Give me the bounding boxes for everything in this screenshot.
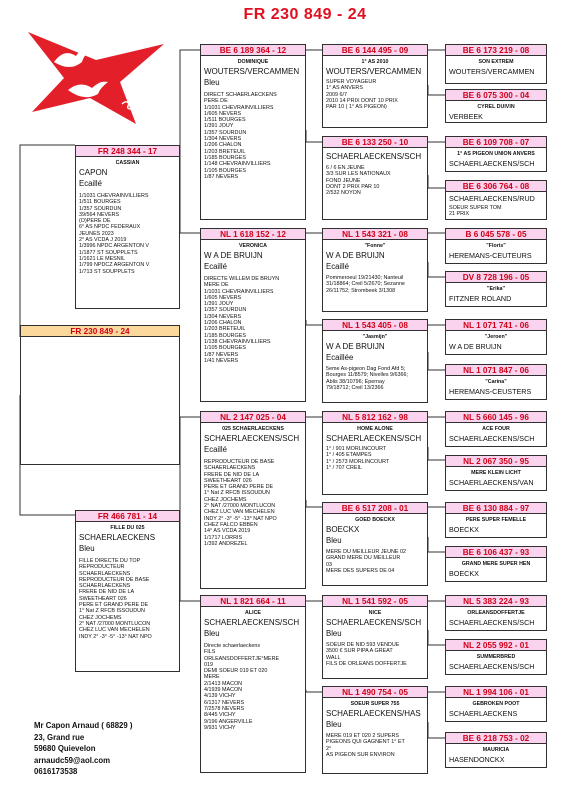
ggp-ring-number: NL 1 543 405 - 08: [323, 320, 427, 331]
ggp-ring-number: NL 5 812 162 - 98: [323, 412, 427, 423]
gg-grandparent-card: [445, 732, 547, 768]
note-line: MERE DU MEILLEUR JEUNE 02: [326, 549, 406, 555]
ggp-color: Bleu: [326, 536, 342, 545]
note-line: 1/391 JOUY: [204, 123, 234, 130]
gggp-ring-number: BE 6 218 753 - 02: [446, 733, 546, 744]
gggp-owner: SCHAERLAECKENS/VAN: [449, 478, 534, 487]
note-line: 1/105 BOURGES: [204, 345, 246, 352]
gp-ring-number: NL 2 147 025 - 04: [201, 412, 305, 423]
note-line: 14° AS VCDA 2019: [204, 528, 251, 535]
gp-bird-name: ALICE: [245, 610, 261, 616]
note-line: SCHAERLAECKENS: [204, 465, 256, 472]
note-line: REPRODUCTEUR: [79, 564, 125, 571]
sire-ring-number: FR 248 344 - 17: [76, 146, 179, 157]
gg-grandparent-card: [445, 455, 547, 491]
dam-notes: [79, 558, 177, 640]
note-line: 9/196 ANGERVILLE: [204, 718, 253, 725]
gg-grandparent-card: [445, 411, 547, 447]
dam-bird-name: FILLE DU 025: [110, 525, 145, 531]
gggp-owner: BOECKX: [449, 525, 479, 534]
note-line: DONT 2 PRIX PAR 10: [326, 183, 380, 190]
gggp-owner: SCHAERLAECKENS: [449, 709, 518, 718]
note-line: INDY 2° -3° -5° -13° NAT NPO: [79, 633, 152, 640]
note-line: 2° NAT /27000 MONTLUCON: [79, 620, 151, 627]
gg-grandparent-card: [445, 686, 547, 722]
note-line: 1/206 CHALON: [204, 142, 242, 149]
note-line: MERE DES SUPERS DE 04: [326, 567, 395, 574]
note-line: FILLE DIRECTE DU TOP: [79, 558, 141, 564]
gp-owner: W A DE BRUIJN: [204, 251, 263, 260]
gggp-owner: WOUTERS/VERCAMMEN: [449, 67, 535, 76]
ggp-notes: [326, 446, 425, 471]
note-line: MERE 019 ET 020 2 SUPERS: [326, 733, 400, 739]
ggp-ring-number: BE 6 144 495 - 09: [323, 45, 427, 56]
note-line: 1/1031 CHEVRAINVILLIERS: [204, 288, 274, 295]
ggp-bird-name: 1° AS 2010: [361, 59, 389, 65]
gggp-bird-name: ORLEANSDOFFERTJE: [467, 610, 525, 616]
note-line: FILS DE ORLEANS DOFFERTJE: [326, 660, 407, 667]
gggp-ring-number: BE 6 075 300 - 04: [446, 90, 546, 101]
note-line: FOND JEUNE: [326, 177, 361, 184]
ggp-color: Ecaillée: [326, 353, 354, 362]
ggp-color: Ecaillé: [326, 262, 349, 271]
breeder-name: Mr Capon Arnaud ( 68829 ): [34, 721, 133, 730]
note-line: 1/713 ST SOUPPLETS: [79, 268, 135, 275]
note-line: (O)PERE DE: [79, 218, 111, 225]
note-line: 6/1317 NEVERS: [204, 699, 245, 706]
note-line: 1° Nat Z RFCB ISSOUDUN: [204, 490, 270, 497]
ggp-owner: SCHAERLAECKENS/SCH: [326, 434, 422, 443]
gggp-owner: FITZNER ROLAND: [449, 294, 512, 303]
grandparent-card: [200, 228, 306, 402]
note-line: FRERE DE NID DE LA: [79, 589, 135, 596]
note-line: SWEETHEART 026: [204, 477, 252, 484]
note-line: GRAND MERE DU MEILLEUR: [326, 555, 401, 562]
note-line: 1/391 JOUY: [204, 301, 234, 308]
note-line: Directe schaerlaeckens: [204, 643, 261, 649]
gp-owner: SCHAERLAECKENS/SCH: [204, 434, 300, 443]
ggp-owner: BOECKX: [326, 525, 360, 534]
note-line: 1/357 SOURDUN: [204, 307, 247, 314]
gggp-owner: BOECKX: [449, 569, 479, 578]
note-line: 1° / 2573 MORLINCOURT: [326, 458, 390, 465]
ggp-ring-number: NL 1 541 592 - 05: [323, 596, 427, 607]
gp-notes: [204, 643, 303, 731]
gg-grandparent-card: [445, 595, 547, 631]
note-line: 1/87 NEVERS: [204, 173, 239, 180]
ggp-notes: [326, 79, 425, 110]
ggp-bird-name: "Fonne": [364, 243, 386, 249]
ggp-notes: [326, 549, 425, 574]
ggp-color: Bleu: [326, 629, 342, 638]
note-line: 1° Nat Z RFCB ISSOUDUN: [79, 608, 145, 615]
gggp-bird-name: GEBROKEN POOT: [472, 701, 520, 707]
note-line: 1/203 BRETEUIL: [204, 148, 246, 155]
ggp-owner: W A DE BRUIJN: [326, 342, 385, 351]
dam-color: Bleu: [79, 544, 95, 553]
sire-bird-name: CASSIAN: [115, 160, 140, 166]
note-line: 1/206 CHALON: [204, 320, 242, 327]
gggp-bird-name: "Erika": [487, 286, 505, 292]
gggp-owner: HEREMANS-CEUTEURS: [449, 251, 532, 260]
note-line: 1/799 NPDCZ ARGENTON V: [79, 262, 150, 269]
dam-ring-number: FR 466 781 - 14: [76, 511, 179, 522]
subject-ring-number: FR 230 849 - 24: [21, 326, 179, 337]
note-line: 1/304 NEVERS: [204, 313, 242, 320]
note-line: 1/357 SOURDUN: [79, 205, 122, 212]
note-line: 1/1031 CHEVRAINVILLIERS: [204, 104, 274, 111]
ggp-ring-number: NL 1 543 321 - 08: [323, 229, 427, 240]
ggp-bird-name: SOEUR SUPER 755: [350, 701, 400, 707]
ggp-notes: [326, 275, 425, 294]
gggp-owner: SCHAERLAECKENS/SCH: [449, 434, 535, 443]
gg-grandparent-card: [445, 502, 547, 538]
note-line: CHEZ LUC VAN MECHELEN: [204, 509, 275, 516]
note-line: 79/18712; Creil 13/2366: [326, 384, 384, 391]
page-title: FR 230 849 - 24: [243, 6, 367, 23]
note-line: MERE DE: [204, 282, 229, 289]
note-line: FRERE DE NID DE LA: [204, 471, 260, 478]
gg-grandparent-card: [445, 639, 547, 675]
gg-grandparent-card: [445, 364, 547, 400]
great-grandparent-card: [322, 44, 428, 128]
note-line: 7/2578 NEVERS: [204, 705, 245, 712]
great-grandparent-card: [322, 686, 428, 774]
note-line: SCHAERLAECKENS: [79, 570, 131, 577]
gggp-bird-name: PERE SUPER FEMELLE: [465, 517, 527, 523]
gp-owner: SCHAERLAECKENS/SCH: [204, 618, 300, 627]
gggp-ring-number: BE 6 306 764 - 08: [446, 181, 546, 192]
gp-notes: [204, 92, 303, 180]
note-line: 2/1413 MACON: [204, 680, 243, 687]
ggp-notes: [326, 366, 425, 391]
note-line: 6° AS NPDC FEDERAUX: [79, 224, 141, 231]
gggp-owner: SCHAERLAECKENS/RUD: [449, 194, 535, 203]
gp-bird-name: DOMINIQUE: [237, 59, 269, 65]
sire-owner: CAPON: [79, 168, 108, 177]
note-line: 1/1031 CHEVRAINVILLIERS: [79, 193, 149, 199]
gg-grandparent-card: [445, 44, 547, 84]
note-line: 31/18864; Creil 5/2670; Sezanne: [326, 281, 405, 288]
note-line: 1/1717 LORRIS: [204, 534, 243, 541]
breeder-city: 59680 Quievelon: [34, 744, 96, 754]
note-line: 1° / 405 ETAMPES: [326, 452, 372, 459]
gg-grandparent-card: [445, 319, 547, 355]
sire-color: Ecaillé: [79, 179, 102, 188]
note-line: 1° AS ANVERS: [326, 85, 363, 92]
note-line: PAR 10 ( 1° AS PIGEON): [326, 104, 387, 111]
gp-ring-number: BE 6 189 364 - 12: [201, 45, 305, 56]
note-line: 2° NAT /27000 MONTLUCON: [204, 503, 276, 510]
note-line: 3/3 SUR LES NATIONAUX: [326, 171, 391, 178]
gp-owner: WOUTERS/VERCAMMEN: [204, 67, 300, 76]
gg-grandparent-card: [445, 546, 547, 582]
note-line: AS PIGEON SUR ENVIRON: [326, 751, 395, 758]
note-line: 1/511 BOURGES: [79, 199, 121, 206]
gggp-bird-name: "Floris": [486, 243, 506, 249]
note-line: REPRODUCTEUR DE BASE: [79, 576, 150, 583]
ggp-owner: W A DE BRUIJN: [326, 251, 385, 260]
note-line: SOEUR SUPER TOM: [449, 205, 502, 211]
ggp-bird-name: "Jasmijn": [362, 334, 388, 340]
note-line: 39/564 NEVERS: [79, 211, 120, 218]
note-line: 26/11752; Strombeek 3/1308: [326, 287, 396, 294]
gggp-bird-name: "Carina": [485, 379, 507, 385]
gp-ring-number: NL 1 821 664 - 11: [201, 596, 305, 607]
ggp-owner: SCHAERLAECKENS/SCH: [326, 618, 422, 627]
note-line: PIGEONS QUI GAGNENT 1° ET: [326, 739, 405, 746]
note-line: 1/605 NEVERS: [204, 294, 242, 301]
grandparent-card: [200, 44, 306, 220]
note-line: Bourges 11/8579; Nivelles 9/6366;: [326, 372, 409, 379]
grandparent-card: [200, 595, 306, 773]
breeder-email: arnaudc59@aol.com: [34, 755, 111, 765]
note-line: 1/605 NEVERS: [204, 110, 242, 117]
note-line: DEMI SOEUR 019 ET 020: [204, 668, 268, 675]
gggp-owner: VERBEEK: [449, 112, 483, 121]
gggp-ring-number: BE 6 106 437 - 93: [446, 547, 546, 558]
note-line: 5eme As-pigeon Dag Fond Afd 5;: [326, 366, 406, 372]
ggp-bird-name: GOED BOECKX: [355, 517, 395, 523]
note-line: 1/87 NEVERS: [204, 351, 239, 358]
note-line: 21 PRIX: [449, 211, 470, 218]
note-line: SCHAERLAECKENS: [79, 583, 131, 590]
note-line: DIRECTE WILLEM DE BRUYN: [204, 276, 280, 282]
ggp-ring-number: BE 6 133 250 - 10: [323, 137, 427, 148]
gggp-owner: HASENDONCKX: [449, 755, 505, 764]
great-grandparent-card: [322, 595, 428, 679]
note-line: 1/1877 ST SOUPPLETS: [79, 249, 138, 256]
gg-grandparent-card: [445, 271, 547, 307]
sire-notes: [79, 193, 177, 275]
note-line: CHEZ JOCHEMS: [79, 614, 122, 621]
great-grandparent-card: [322, 411, 428, 495]
gg-grandparent-card: [445, 89, 547, 123]
gggp-owner: SCHAERLAECKENS/SCH: [449, 662, 535, 671]
gp-color: Bleu: [204, 78, 220, 87]
note-line: 4/139 VICHY: [204, 693, 236, 700]
gp-color: Ecaillé: [204, 445, 227, 454]
ggp-owner: WOUTERS/VERCAMMEN: [326, 67, 422, 76]
note-line: REPRODUCTEUR DE BASE: [204, 459, 275, 465]
gggp-ring-number: NL 1 071 741 - 06: [446, 320, 546, 331]
dam-card: [75, 510, 180, 672]
note-line: Pommeroeul 19/21430; Nanteuil: [326, 275, 404, 281]
note-line: MERE: [204, 674, 220, 681]
note-line: 1/41 NEVERS: [204, 357, 239, 364]
gggp-ring-number: NL 5 660 145 - 96: [446, 412, 546, 423]
gggp-bird-name: SUMMERBRED: [476, 654, 516, 660]
gggp-notes: [449, 205, 544, 218]
note-line: INDY 2° -3° -5° -13° NAT NPO: [204, 515, 277, 522]
sire-card: [75, 145, 180, 309]
note-line: 1/138 CHEVRAINVILLIERS: [204, 338, 271, 345]
note-line: 3500 € SUR PIPA A GREAT: [326, 648, 393, 655]
note-line: 1/185 BOURGES: [204, 332, 246, 339]
gg-grandparent-card: [445, 228, 547, 264]
red-star-with-white-doves-logo: [24, 20, 168, 128]
note-line: DIRECT SCHAERLAECKENS: [204, 92, 277, 98]
gggp-ring-number: NL 2 067 350 - 95: [446, 456, 546, 467]
note-line: 2009 6/7: [326, 91, 347, 98]
note-line: 8/445 VICHY: [204, 712, 236, 719]
note-line: SWEETHEART 026: [79, 595, 127, 602]
note-line: Ablis 38/10796; Epernay: [326, 378, 385, 385]
dam-owner: SCHAERLAECKENS: [79, 533, 156, 542]
note-line: 1/203 BRETEUIL: [204, 326, 246, 333]
note-line: PERE ET GRAND PERE DE: [204, 484, 274, 491]
gp-notes: [204, 459, 303, 547]
note-line: CHEZ LUC VAN MECHELEN: [79, 627, 150, 634]
gggp-bird-name: 1° AS PIGEON UNION ANVERS: [457, 151, 535, 157]
gggp-ring-number: NL 2 055 992 - 01: [446, 640, 546, 651]
gggp-ring-number: NL 5 383 224 - 93: [446, 596, 546, 607]
note-line: 1/185 BOURGES: [204, 154, 246, 161]
gggp-ring-number: NL 1 994 106 - 01: [446, 687, 546, 698]
breeder-street: 23, Grand rue: [34, 732, 85, 742]
ggp-bird-name: NICE: [368, 610, 382, 616]
note-line: ORLEANSDOFFERTJE°MERE: [204, 655, 280, 662]
gp-bird-name: VERONICA: [239, 243, 267, 249]
note-line: PERE DE: [204, 98, 228, 105]
gggp-ring-number: NL 1 071 847 - 06: [446, 365, 546, 376]
grandparent-card: [200, 411, 306, 589]
gp-color: Ecaillé: [204, 262, 227, 271]
gggp-bird-name: ACE FOUR: [482, 426, 510, 432]
note-line: CHEZ JOCHEMS: [204, 496, 247, 503]
gg-grandparent-card: [445, 180, 547, 220]
breeder-phone: 0616173538: [34, 767, 78, 777]
note-line: 4/1939 MACON: [204, 687, 243, 694]
gggp-ring-number: BE 6 173 219 - 08: [446, 45, 546, 56]
gggp-bird-name: MERE KLEIN LICHT: [471, 470, 521, 476]
ggp-ring-number: BE 6 517 208 - 01: [323, 503, 427, 514]
note-line: 1° / 707 CREIL: [326, 464, 363, 471]
gggp-ring-number: B 6 045 578 - 05: [446, 229, 546, 240]
ggp-notes: [326, 733, 425, 758]
ggp-color: Bleu: [326, 720, 342, 729]
note-line: 2°: [326, 745, 332, 752]
gggp-ring-number: BE 6 109 708 - 07: [446, 137, 546, 148]
gg-grandparent-card: [445, 136, 547, 172]
note-line: 6 / 6 EN JEUNE: [326, 165, 365, 171]
note-line: FILS: [204, 649, 216, 656]
gp-notes: [204, 276, 303, 364]
ggp-bird-name: HOME ALONE: [357, 426, 393, 432]
gggp-bird-name: GRAND MERE SUPER HEN: [461, 561, 531, 567]
gggp-owner: SCHAERLAECKENS/SCH: [449, 159, 535, 168]
note-line: 9/931 VICHY: [204, 724, 236, 731]
note-line: PERE ET GRAND PERE DE: [79, 602, 149, 609]
breeder-contact-block: [34, 720, 133, 778]
gggp-bird-name: MAURICIA: [482, 747, 510, 753]
note-line: WALL: [326, 654, 341, 661]
ggp-owner: SCHAERLAECKENS/HAS: [326, 709, 421, 718]
gggp-ring-number: BE 6 130 884 - 97: [446, 503, 546, 514]
gggp-owner: SCHAERLAECKENS/SCH: [449, 618, 535, 627]
gp-ring-number: NL 1 618 152 - 12: [201, 229, 305, 240]
note-line: 1/511 BOURGES: [204, 117, 246, 124]
ggp-notes: [326, 642, 425, 667]
note-line: 1/304 NEVERS: [204, 136, 242, 143]
note-line: 1/105 BOURGES: [204, 167, 246, 174]
great-grandparent-card: [322, 319, 428, 403]
gp-bird-name: 025 SCHAERLAECKENS: [222, 426, 284, 432]
note-line: 1/357 SOURDUN: [204, 129, 247, 136]
gggp-bird-name: SON EXTREM: [478, 59, 514, 65]
gggp-owner: HEREMANS-CEUSTERS: [449, 387, 532, 396]
great-grandparent-card: [322, 136, 428, 220]
ggp-owner: SCHAERLAECKENS/SCH: [326, 152, 422, 161]
gp-color: Bleu: [204, 629, 220, 638]
subject-pigeon-card: [20, 325, 180, 465]
ggp-notes: [326, 165, 425, 196]
ggp-ring-number: NL 1 490 754 - 05: [323, 687, 427, 698]
note-line: 1/1621 LE MESNIL: [79, 255, 126, 262]
great-grandparent-card: [322, 502, 428, 586]
gggp-bird-name: CYREL DUIVIN: [477, 104, 515, 110]
great-grandparent-card: [322, 228, 428, 312]
note-line: 1/392 ANDREZEL: [204, 540, 248, 547]
note-line: JEUNES 2023: [79, 230, 114, 237]
note-line: 2° AS VCDA J 2019: [79, 237, 127, 244]
gggp-ring-number: DV 8 728 196 - 05: [446, 272, 546, 283]
note-line: 1/3996 NPDC ARGENTON V: [79, 243, 150, 250]
note-line: CHEZ FALCO EBBEN: [204, 521, 258, 528]
note-line: 2/532 NOYON: [326, 190, 361, 197]
note-line: 03: [326, 561, 332, 568]
note-line: 1° / 901 MORLINCOURT: [326, 446, 387, 452]
gggp-bird-name: "Jeroen": [484, 334, 508, 340]
note-line: SOEUR DE NID 593 VENDUE: [326, 642, 400, 648]
gggp-owner: W A DE BRUIJN: [449, 342, 502, 351]
note-line: 1/148 CHEVRAINVILLIERS: [204, 161, 271, 168]
note-line: 2010 14 PRIX DONT 10 PRIX: [326, 97, 398, 104]
note-line: 019: [204, 661, 213, 668]
note-line: SUPER VOYAGEUR: [326, 79, 377, 85]
